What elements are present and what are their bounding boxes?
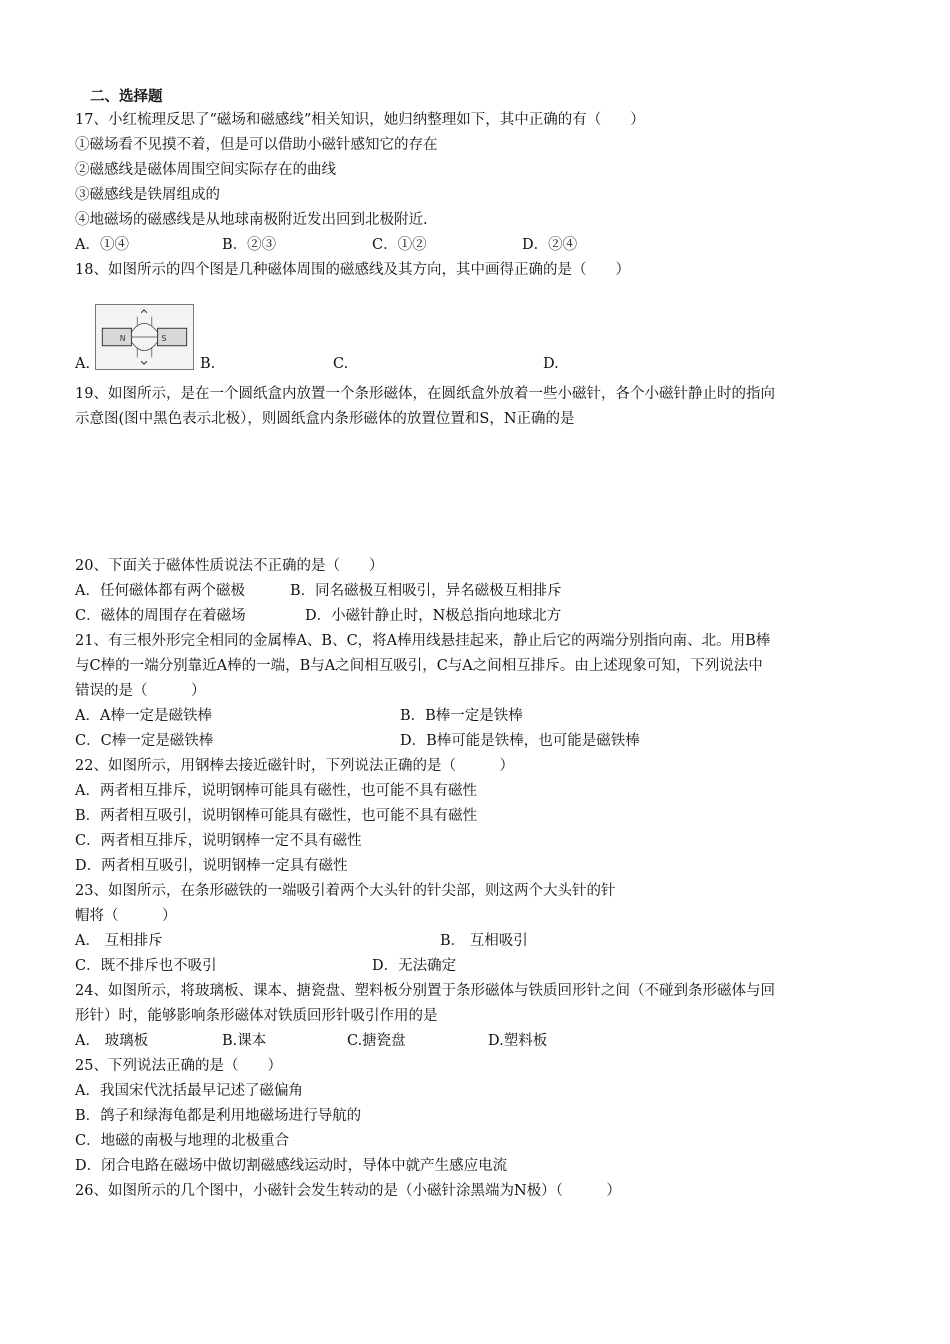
- question-23-stem-line: 23、如图所示，在条形磁铁的一端吸引着两个大头针的针尖部，则这两个大头针的针: [75, 883, 616, 899]
- question-20-option-c: C．磁体的周围存在着磁场: [75, 608, 246, 624]
- question-21-option-d: D．B棒可能是铁棒，也可能是磁铁棒: [400, 733, 640, 749]
- question-19-stem-line: 19、如图所示，是在一个圆纸盒内放置一个条形磁体，在圆纸盒外放着一些小磁针，各个小磁针静止时的指向: [75, 386, 775, 402]
- question-21-stem-line: 错误的是（ ）: [75, 683, 206, 699]
- question-24-option-a: A． 玻璃板: [75, 1033, 149, 1049]
- question-20-option-d: D．小磁针静止时，N极总指向地球北方: [305, 608, 562, 624]
- question-17-option-d: D．②④: [522, 237, 578, 253]
- question-25-option-a: A．我国宋代沈括最早记述了磁偏角: [75, 1083, 303, 1099]
- question-24-stem-line: 形针）时，能够影响条形磁体对铁质回形针吸引作用的是: [75, 1008, 438, 1024]
- question-24-option-d: D.塑料板: [488, 1033, 548, 1049]
- question-24-option-c: C.搪瓷盘: [347, 1033, 406, 1049]
- question-22-option-b: B．两者相互吸引，说明钢棒可能具有磁性，也可能不具有磁性: [75, 808, 478, 824]
- question-18-option-c: C.: [333, 356, 349, 372]
- question-25-option-c: C．地磁的南极与地理的北极重合: [75, 1133, 290, 1149]
- question-22-option-a: A．两者相互排斥，说明钢棒可能具有磁性，也可能不具有磁性: [75, 783, 477, 799]
- question-25-option-d: D．闭合电路在磁场中做切割磁感线运动时，导体中就产生感应电流: [75, 1158, 508, 1174]
- question-17-stem: 17、小红梳理反思了“磁场和磁感线”相关知识，她归纳整理如下，其中正确的有（ ）: [75, 112, 645, 128]
- question-21-stem-line: 与C棒的一端分别靠近A棒的一端，B与A之间相互吸引，C与A之间相互排斥。由上述现象可知，下列说法中: [75, 658, 763, 674]
- question-18-option-b: B.: [200, 356, 216, 372]
- question-20-option-b: B．同名磁极互相吸引，异名磁极互相排斥: [290, 583, 562, 599]
- question-17-option-b: B．②③: [222, 237, 277, 253]
- question-20-option-a: A．任何磁体都有两个磁极: [75, 583, 245, 599]
- question-18-option-a: A.: [75, 356, 91, 372]
- question-25-option-b: B．鸽子和绿海龟都是利用地磁场进行导航的: [75, 1108, 362, 1124]
- question-21-option-c: C．C棒一定是磁铁棒: [75, 733, 214, 749]
- question-23-option-b: B． 互相吸引: [440, 933, 528, 949]
- question-21-option-b: B．B棒一定是铁棒: [400, 708, 523, 724]
- question-21-option-a: A．A棒一定是磁铁棒: [75, 708, 212, 724]
- question-23-stem-line: 帽将（ ）: [75, 908, 177, 924]
- question-23-option-a: A． 互相排斥: [75, 933, 163, 949]
- question-22-option-d: D．两者相互吸引，说明钢棒一定具有磁性: [75, 858, 348, 874]
- magnet-field-figure-a: [95, 304, 194, 370]
- question-22-stem: 22、如图所示，用钢棒去接近磁针时，下列说法正确的是（ ）: [75, 758, 514, 774]
- question-23-option-d: D．无法确定: [372, 958, 457, 974]
- question-17-item: ④地磁场的磁感线是从地球南极附近发出回到北极附近.: [75, 212, 428, 228]
- question-19-stem-line: 示意图(图中黑色表示北极），则圆纸盒内条形磁体的放置位置和S，N正确的是: [75, 411, 575, 427]
- question-17-item: ③磁感线是铁屑组成的: [75, 187, 220, 203]
- question-24-option-b: B.课本: [222, 1033, 267, 1049]
- question-23-option-c: C．既不排斥也不吸引: [75, 958, 217, 974]
- question-18-option-d: D.: [543, 356, 559, 372]
- question-17-option-c: C．①②: [372, 237, 427, 253]
- section-title: 二、选择题: [90, 88, 163, 105]
- question-21-stem-line: 21、有三根外形完全相同的金属棒A、B、C，将A棒用线悬挂起来，静止后它的两端分别指向南、北。用B棒: [75, 633, 771, 649]
- question-20-stem: 20、下面关于磁体性质说法不正确的是（ ）: [75, 558, 384, 574]
- magnet-label-s: S: [161, 333, 167, 343]
- question-25-stem: 25、下列说法正确的是（ ）: [75, 1058, 282, 1074]
- question-17-item: ①磁场看不见摸不着，但是可以借助小磁针感知它的存在: [75, 137, 438, 153]
- question-24-stem-line: 24、如图所示，将玻璃板、课本、搪瓷盘、塑料板分别置于条形磁体与铁质回形针之间（不碰到条形磁体与回: [75, 983, 775, 999]
- question-18-stem: 18、如图所示的四个图是几种磁体周围的磁感线及其方向，其中画得正确的是（ ）: [75, 262, 630, 278]
- question-22-option-c: C．两者相互排斥，说明钢棒一定不具有磁性: [75, 833, 362, 849]
- magnet-label-n: N: [119, 333, 126, 343]
- question-17-option-a: A．①④: [75, 237, 129, 253]
- question-26-stem: 26、如图所示的几个图中，小磁针会发生转动的是（小磁针涂黑端为N极）（ ）: [75, 1183, 621, 1199]
- question-17-item: ②磁感线是磁体周围空间实际存在的曲线: [75, 162, 336, 178]
